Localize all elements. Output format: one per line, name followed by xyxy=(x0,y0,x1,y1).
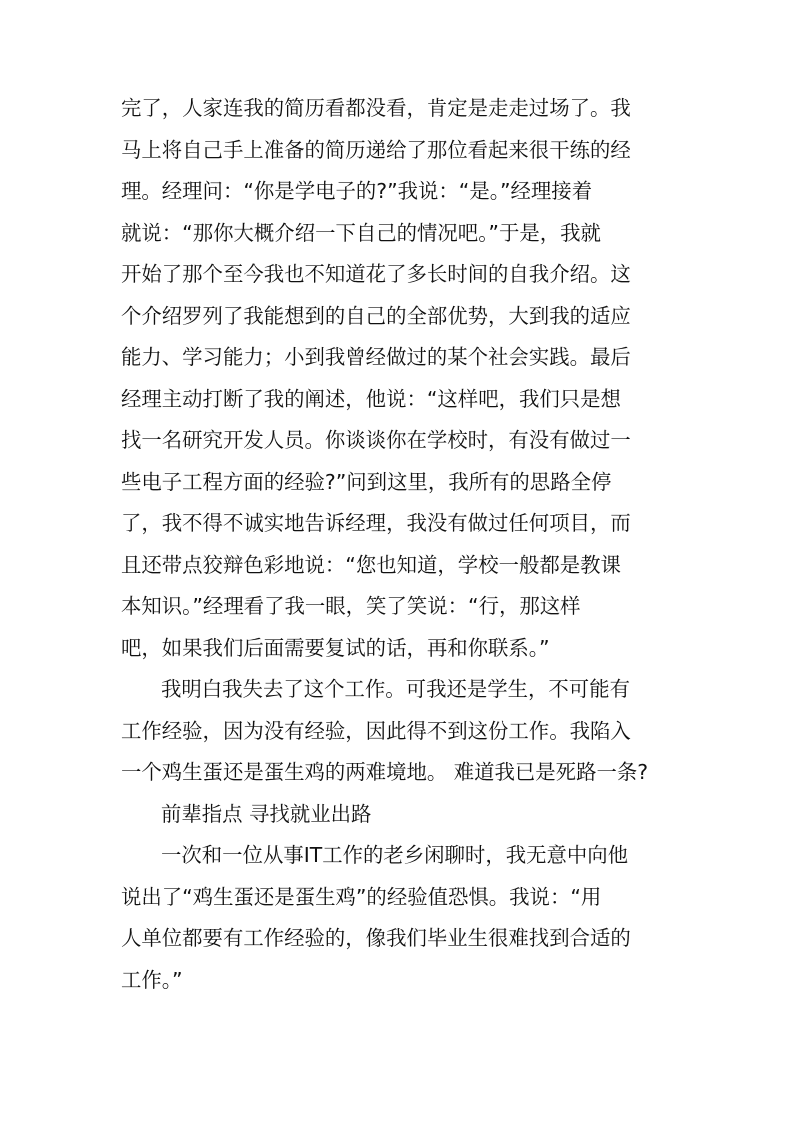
section-heading: 前辈指点 寻找就业出路 xyxy=(161,801,372,826)
text-line-12: 且还带点狡辩色彩地说：“您也知道，学校一般都是教课 xyxy=(121,552,621,577)
text-line-11: 了，我不得不诚实地告诉经理，我没有做过任何项目，而 xyxy=(121,511,631,535)
text-line-15: 我明白我失去了这个工作。可我还是学生，不可能有 xyxy=(161,677,630,701)
text-line-3: 理。经理问：“你是学电子的?”我说：“是。”经理接着 xyxy=(121,179,593,203)
document-body xyxy=(121,88,677,1001)
text-line-19: 一次和一位从事IT工作的老乡闲聊时，我无意中向他 xyxy=(161,843,629,867)
text-line-1: 完了，人家连我的简历看都没看，肯定是走走过场了。我 xyxy=(121,96,631,120)
text-line-20: 说出了“鸡生蛋还是蛋生鸡”的经验值恐惧。我说：“用 xyxy=(121,884,602,909)
text-line-14: 吧，如果我们后面需要复试的话，再和你联系。” xyxy=(121,635,550,660)
text-line-22: 工作。” xyxy=(121,967,183,992)
text-line-4: 就说：“那你大概介绍一下自己的情况吧。”于是，我就 xyxy=(121,220,601,245)
text-line-2: 马上将自己手上准备的简历递给了那位看起来很干练的经 xyxy=(121,137,631,162)
text-line-8: 经理主动打断了我的阐述，他说：“这样吧，我们只是想 xyxy=(121,386,621,411)
text-line-16: 工作经验，因为没有经验，因此得不到这份工作。我陷入 xyxy=(121,718,631,743)
text-line-5: 开始了那个至今我也不知道花了多长时间的自我介绍。这 xyxy=(121,262,631,286)
text-line-10: 些电子工程方面的经验?”问到这里，我所有的思路全停 xyxy=(121,469,612,494)
text-line-7: 能力、学习能力；小到我曾经做过的某个社会实践。最后 xyxy=(121,345,631,369)
text-line-17: 一个鸡生蛋还是蛋生鸡的两难境地。 难道我已是死路一条? xyxy=(121,760,649,784)
text-line-6: 个介绍罗列了我能想到的自己的全部优势，大到我的适应 xyxy=(121,303,631,328)
text-line-21: 人单位都要有工作经验的，像我们毕业生很难找到合适的 xyxy=(121,926,631,950)
text-line-13: 本知识。”经理看了我一眼，笑了笑说：“行，那这样 xyxy=(121,594,581,618)
text-line-9: 找一名研究开发人员。你谈谈你在学校时，有没有做过一 xyxy=(121,428,631,452)
